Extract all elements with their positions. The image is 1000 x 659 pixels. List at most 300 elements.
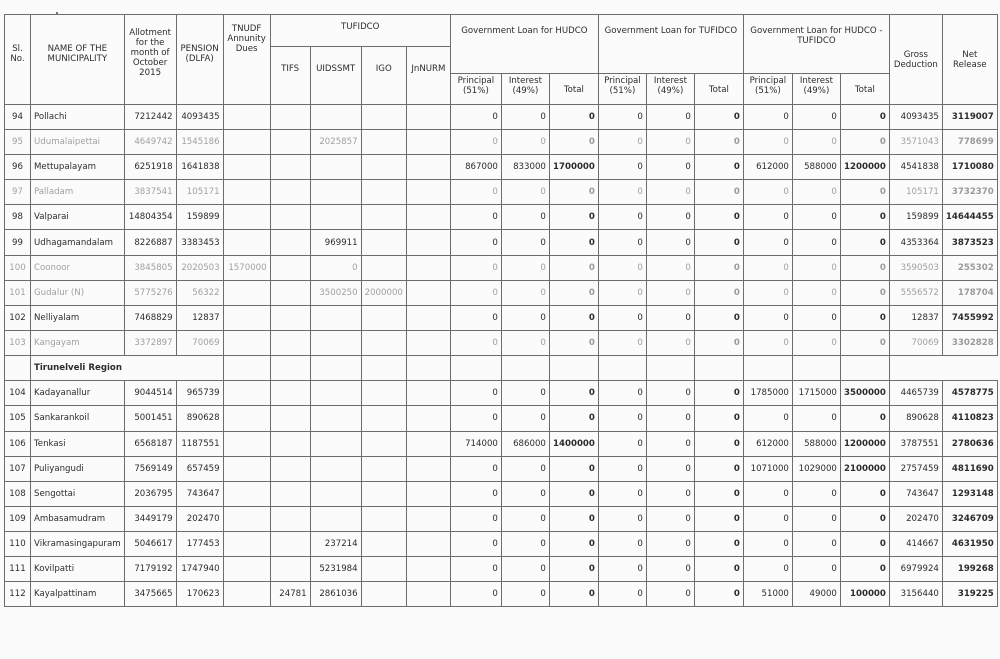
- table-row: [5, 431, 998, 456]
- tifs-cell: 24781: [270, 582, 310, 607]
- sl-no-cell: 97: [5, 180, 31, 205]
- ht-interest-cell: 49000: [792, 582, 840, 607]
- ht-total-header: Total: [840, 74, 889, 105]
- net-release-cell: 1710080: [942, 155, 997, 180]
- sl-no-cell: 102: [5, 305, 31, 330]
- tufidco-principal-cell: 0: [598, 431, 646, 456]
- jnnurm-cell: [406, 105, 450, 130]
- ht-total-cell: 1200000: [840, 431, 889, 456]
- hudco-total-cell: 0: [549, 381, 598, 406]
- allotment-cell: 4649742: [124, 130, 176, 155]
- allotment-cell: 3845805: [124, 255, 176, 280]
- municipality-name-cell: Valparai: [31, 205, 125, 230]
- table-row: [5, 305, 998, 330]
- tufidco-principal-cell: 0: [598, 280, 646, 305]
- hudco-principal-cell: 0: [450, 255, 501, 280]
- hudco-total-cell: 0: [549, 481, 598, 506]
- tufidco-interest-cell: 0: [646, 105, 694, 130]
- tufidco-total-cell: 0: [694, 280, 743, 305]
- igo-cell: [361, 255, 406, 280]
- ht-interest-cell: 0: [792, 105, 840, 130]
- ht-total-cell: 0: [840, 130, 889, 155]
- ht-principal-header: Principal (51%): [743, 74, 792, 105]
- igo-cell: [361, 582, 406, 607]
- ht-principal-cell: 0: [743, 531, 792, 556]
- ht-total-cell: 0: [840, 255, 889, 280]
- net-release-cell: 255302: [942, 255, 997, 280]
- tufidco-interest-cell: 0: [646, 582, 694, 607]
- gross-deduction-cell: 12837: [889, 305, 942, 330]
- igo-cell: [361, 130, 406, 155]
- pension-cell: 743647: [176, 481, 223, 506]
- hudco-total-header: Total: [549, 74, 598, 105]
- municipality-name-cell: Tenkasi: [31, 431, 125, 456]
- municipality-name-cell: Mettupalayam: [31, 155, 125, 180]
- hudco-interest-cell: 686000: [501, 431, 549, 456]
- tufidco-principal-cell: 0: [598, 330, 646, 355]
- ht-total-cell: 0: [840, 230, 889, 255]
- hudco-interest-cell: 0: [501, 180, 549, 205]
- igo-cell: [361, 506, 406, 531]
- jnnurm-cell: [406, 556, 450, 581]
- region-empty-cell: [223, 355, 270, 380]
- uidssmt-cell: [310, 431, 361, 456]
- jnnurm-cell: [406, 255, 450, 280]
- allotment-cell: 5001451: [124, 406, 176, 431]
- igo-cell: [361, 456, 406, 481]
- tnudf-cell: [223, 531, 270, 556]
- tufidco-total-cell: 0: [694, 180, 743, 205]
- tnudf-cell: [223, 582, 270, 607]
- uidssmt-cell: 2861036: [310, 582, 361, 607]
- net-release-cell: 3302828: [942, 330, 997, 355]
- ht-interest-cell: 0: [792, 255, 840, 280]
- region-empty-cell: [361, 355, 406, 380]
- uidssmt-cell: 0: [310, 255, 361, 280]
- municipality-name-cell: Palladam: [31, 180, 125, 205]
- net-release-cell: 178704: [942, 280, 997, 305]
- tifs-cell: [270, 406, 310, 431]
- ht-interest-cell: 0: [792, 180, 840, 205]
- uidssmt-cell: [310, 481, 361, 506]
- tufidco-header: TUFIDCO: [270, 15, 450, 47]
- hudco-total-cell: 0: [549, 180, 598, 205]
- uidssmt-cell: [310, 330, 361, 355]
- net-release-cell: 14644455: [942, 205, 997, 230]
- uidssmt-cell: [310, 205, 361, 230]
- hudco-principal-cell: 0: [450, 330, 501, 355]
- ht-interest-cell: 0: [792, 330, 840, 355]
- tufidco-total-cell: 0: [694, 305, 743, 330]
- allotment-cell: 7468829: [124, 305, 176, 330]
- gross-deduction-cell: 414667: [889, 531, 942, 556]
- ht-total-cell: 0: [840, 105, 889, 130]
- hudco-total-cell: 0: [549, 280, 598, 305]
- table-row: [5, 582, 998, 607]
- allotment-cell: 7212442: [124, 105, 176, 130]
- hudco-interest-cell: 0: [501, 105, 549, 130]
- uidssmt-header: UIDSSMT: [310, 47, 361, 105]
- tufidco-interest-cell: 0: [646, 556, 694, 581]
- hudco-principal-cell: 0: [450, 305, 501, 330]
- jnnurm-cell: [406, 506, 450, 531]
- ht-total-cell: 2100000: [840, 456, 889, 481]
- allotment-cell: 3475665: [124, 582, 176, 607]
- pension-cell: 1545186: [176, 130, 223, 155]
- allotment-cell: 6568187: [124, 431, 176, 456]
- uidssmt-cell: 969911: [310, 230, 361, 255]
- gross-deduction-cell: 3156440: [889, 582, 942, 607]
- municipality-name-cell: Sengottai: [31, 481, 125, 506]
- tifs-cell: [270, 305, 310, 330]
- igo-cell: [361, 381, 406, 406]
- table-row: [5, 155, 998, 180]
- ht-principal-cell: 0: [743, 280, 792, 305]
- tufidco-principal-header: Principal (51%): [598, 74, 646, 105]
- allotment-cell: 9044514: [124, 381, 176, 406]
- tnudf-cell: [223, 105, 270, 130]
- allotment-table: [4, 14, 998, 607]
- tifs-cell: [270, 155, 310, 180]
- net-release-cell: 7455992: [942, 305, 997, 330]
- region-empty-cell: [406, 355, 450, 380]
- tifs-cell: [270, 481, 310, 506]
- tufidco-total-cell: 0: [694, 381, 743, 406]
- tnudf-cell: [223, 431, 270, 456]
- ht-principal-cell: 0: [743, 506, 792, 531]
- ht-interest-cell: 588000: [792, 155, 840, 180]
- tufidco-total-cell: 0: [694, 456, 743, 481]
- gross-deduction-cell: 105171: [889, 180, 942, 205]
- municipality-name-cell: Kayalpattinam: [31, 582, 125, 607]
- municipality-header: NAME OF THE MUNICIPALITY: [31, 15, 125, 105]
- ht-total-cell: 0: [840, 280, 889, 305]
- gross-deduction-cell: 4465739: [889, 381, 942, 406]
- table-row: [5, 105, 998, 130]
- hudco-principal-cell: 0: [450, 205, 501, 230]
- gross-deduction-header: Gross Deduction: [889, 15, 942, 105]
- tufidco-interest-cell: 0: [646, 431, 694, 456]
- pension-cell: 159899: [176, 205, 223, 230]
- hudco-principal-cell: 0: [450, 381, 501, 406]
- igo-header: IGO: [361, 47, 406, 105]
- hudco-interest-cell: 0: [501, 255, 549, 280]
- tufidco-total-cell: 0: [694, 255, 743, 280]
- region-row: [5, 355, 998, 380]
- jnnurm-cell: [406, 406, 450, 431]
- pension-cell: 1187551: [176, 431, 223, 456]
- gross-deduction-cell: 159899: [889, 205, 942, 230]
- tnudf-header: TNUDF Annunity Dues: [223, 15, 270, 105]
- allotment-cell: 7179192: [124, 556, 176, 581]
- net-release-header: Net Release: [942, 15, 997, 105]
- hudco-interest-cell: 0: [501, 130, 549, 155]
- tifs-cell: [270, 105, 310, 130]
- gross-deduction-cell: 5556572: [889, 280, 942, 305]
- hudco-principal-cell: 0: [450, 556, 501, 581]
- uidssmt-cell: [310, 180, 361, 205]
- region-empty-cell: [694, 355, 743, 380]
- uidssmt-cell: 2025857: [310, 130, 361, 155]
- tufidco-total-cell: 0: [694, 230, 743, 255]
- hudco-total-cell: 0: [549, 105, 598, 130]
- tufidco-total-cell: 0: [694, 130, 743, 155]
- allotment-cell: 2036795: [124, 481, 176, 506]
- igo-cell: [361, 556, 406, 581]
- municipality-name-cell: Nelliyalam: [31, 305, 125, 330]
- ht-principal-cell: 612000: [743, 155, 792, 180]
- table-row: [5, 531, 998, 556]
- allotment-cell: 5046617: [124, 531, 176, 556]
- tufidco-interest-cell: 0: [646, 230, 694, 255]
- tufidco-total-cell: 0: [694, 406, 743, 431]
- sl-no-cell: 98: [5, 205, 31, 230]
- tufidco-principal-cell: 0: [598, 205, 646, 230]
- pension-cell: 56322: [176, 280, 223, 305]
- ht-interest-cell: 1029000: [792, 456, 840, 481]
- tnudf-cell: [223, 381, 270, 406]
- uidssmt-cell: [310, 305, 361, 330]
- municipality-name-cell: Ambasamudram: [31, 506, 125, 531]
- ht-principal-cell: 0: [743, 305, 792, 330]
- ht-total-cell: 0: [840, 330, 889, 355]
- table-row: [5, 456, 998, 481]
- tufidco-principal-cell: 0: [598, 230, 646, 255]
- tifs-cell: [270, 205, 310, 230]
- gross-deduction-cell: 3571043: [889, 130, 942, 155]
- ht-total-cell: 0: [840, 305, 889, 330]
- region-empty-cell: [310, 355, 361, 380]
- tnudf-cell: [223, 230, 270, 255]
- ht-principal-cell: 0: [743, 130, 792, 155]
- table-row: [5, 506, 998, 531]
- sl-no-cell: 111: [5, 556, 31, 581]
- uidssmt-cell: 3500250: [310, 280, 361, 305]
- loan-hudco-tufidco-header: Government Loan for HUDCO - TUFIDCO: [743, 15, 889, 74]
- tufidco-principal-cell: 0: [598, 305, 646, 330]
- municipality-name-cell: Puliyangudi: [31, 456, 125, 481]
- ht-interest-cell: 0: [792, 556, 840, 581]
- tifs-cell: [270, 280, 310, 305]
- hudco-principal-cell: 867000: [450, 155, 501, 180]
- hudco-interest-cell: 0: [501, 556, 549, 581]
- sl-no-cell: 112: [5, 582, 31, 607]
- jnnurm-cell: [406, 305, 450, 330]
- hudco-principal-cell: 0: [450, 531, 501, 556]
- tufidco-principal-cell: 0: [598, 381, 646, 406]
- ht-total-cell: 0: [840, 205, 889, 230]
- sl-no-cell: 95: [5, 130, 31, 155]
- pension-cell: 4093435: [176, 105, 223, 130]
- table-row: [5, 230, 998, 255]
- tnudf-cell: [223, 481, 270, 506]
- uidssmt-cell: [310, 105, 361, 130]
- tufidco-principal-cell: 0: [598, 556, 646, 581]
- region-empty-cell: [840, 355, 889, 380]
- gross-deduction-cell: 3590503: [889, 255, 942, 280]
- tufidco-principal-cell: 0: [598, 531, 646, 556]
- hudco-principal-cell: 0: [450, 230, 501, 255]
- gross-deduction-cell: 6979924: [889, 556, 942, 581]
- gross-deduction-cell: 4353364: [889, 230, 942, 255]
- ht-interest-cell: 0: [792, 305, 840, 330]
- sl-no-cell: 100: [5, 255, 31, 280]
- ht-interest-header: Interest (49%): [792, 74, 840, 105]
- municipality-name-cell: Kovilpatti: [31, 556, 125, 581]
- hudco-total-cell: 0: [549, 255, 598, 280]
- igo-cell: [361, 481, 406, 506]
- municipality-name-cell: Kangayam: [31, 330, 125, 355]
- hudco-total-cell: 0: [549, 330, 598, 355]
- tifs-cell: [270, 330, 310, 355]
- region-empty-cell: [743, 355, 792, 380]
- sl-no-cell: 94: [5, 105, 31, 130]
- tufidco-interest-cell: 0: [646, 255, 694, 280]
- sl-no-cell: 109: [5, 506, 31, 531]
- jnnurm-cell: [406, 456, 450, 481]
- tifs-cell: [270, 381, 310, 406]
- uidssmt-cell: [310, 381, 361, 406]
- tufidco-interest-cell: 0: [646, 305, 694, 330]
- hudco-principal-header: Principal (51%): [450, 74, 501, 105]
- tnudf-cell: [223, 280, 270, 305]
- ht-total-cell: 0: [840, 506, 889, 531]
- tnudf-cell: [223, 406, 270, 431]
- ht-principal-cell: 0: [743, 556, 792, 581]
- jnnurm-header: JnNURM: [406, 47, 450, 105]
- tufidco-total-cell: 0: [694, 431, 743, 456]
- hudco-principal-cell: 0: [450, 481, 501, 506]
- tnudf-cell: [223, 155, 270, 180]
- ht-principal-cell: 0: [743, 180, 792, 205]
- net-release-cell: 4578775: [942, 381, 997, 406]
- hudco-interest-cell: 0: [501, 330, 549, 355]
- hudco-interest-cell: 0: [501, 582, 549, 607]
- tifs-cell: [270, 506, 310, 531]
- net-release-cell: 3873523: [942, 230, 997, 255]
- hudco-total-cell: 0: [549, 230, 598, 255]
- ht-principal-cell: 0: [743, 255, 792, 280]
- allotment-cell: 8226887: [124, 230, 176, 255]
- hudco-total-cell: 0: [549, 406, 598, 431]
- net-release-cell: 199268: [942, 556, 997, 581]
- igo-cell: [361, 205, 406, 230]
- tufidco-principal-cell: 0: [598, 180, 646, 205]
- tifs-cell: [270, 230, 310, 255]
- tnudf-cell: 1570000: [223, 255, 270, 280]
- ht-interest-cell: 0: [792, 205, 840, 230]
- tufidco-total-cell: 0: [694, 481, 743, 506]
- igo-cell: [361, 230, 406, 255]
- pension-cell: 1641838: [176, 155, 223, 180]
- tufidco-principal-cell: 0: [598, 506, 646, 531]
- table-row: [5, 255, 998, 280]
- tufidco-interest-cell: 0: [646, 280, 694, 305]
- sl-no-cell: 99: [5, 230, 31, 255]
- net-release-cell: 4631950: [942, 531, 997, 556]
- tnudf-cell: [223, 556, 270, 581]
- tufidco-interest-cell: 0: [646, 130, 694, 155]
- sl-no-cell: 110: [5, 531, 31, 556]
- jnnurm-cell: [406, 130, 450, 155]
- pension-cell: 2020503: [176, 255, 223, 280]
- hudco-principal-cell: 0: [450, 406, 501, 431]
- pension-cell: 105171: [176, 180, 223, 205]
- tufidco-principal-cell: 0: [598, 406, 646, 431]
- tufidco-interest-cell: 0: [646, 180, 694, 205]
- table-row: [5, 205, 998, 230]
- ht-principal-cell: 1785000: [743, 381, 792, 406]
- region-empty-cell: [450, 355, 501, 380]
- tufidco-interest-cell: 0: [646, 406, 694, 431]
- net-release-cell: 3246709: [942, 506, 997, 531]
- tnudf-cell: [223, 506, 270, 531]
- sl-no-cell: 105: [5, 406, 31, 431]
- tifs-cell: [270, 255, 310, 280]
- hudco-principal-cell: 0: [450, 105, 501, 130]
- net-release-cell: 4811690: [942, 456, 997, 481]
- hudco-interest-cell: 0: [501, 531, 549, 556]
- region-empty-cell: [270, 355, 310, 380]
- hudco-total-cell: 1400000: [549, 431, 598, 456]
- igo-cell: [361, 330, 406, 355]
- tnudf-cell: [223, 180, 270, 205]
- tnudf-cell: [223, 330, 270, 355]
- tifs-cell: [270, 431, 310, 456]
- hudco-principal-cell: 0: [450, 130, 501, 155]
- sl-no-cell: 101: [5, 280, 31, 305]
- sl-no-header: Sl. No.: [5, 15, 31, 105]
- sl-no-cell: 103: [5, 330, 31, 355]
- tufidco-principal-cell: 0: [598, 255, 646, 280]
- tifs-cell: [270, 531, 310, 556]
- ht-principal-cell: 0: [743, 230, 792, 255]
- hudco-interest-cell: 0: [501, 506, 549, 531]
- tufidco-interest-cell: 0: [646, 506, 694, 531]
- gross-deduction-cell: 2757459: [889, 456, 942, 481]
- table-row: [5, 130, 998, 155]
- hudco-interest-cell: 0: [501, 381, 549, 406]
- net-release-cell: 2780636: [942, 431, 997, 456]
- ht-principal-cell: 0: [743, 330, 792, 355]
- tufidco-total-header: Total: [694, 74, 743, 105]
- ht-interest-cell: 0: [792, 406, 840, 431]
- hudco-total-cell: 0: [549, 205, 598, 230]
- tufidco-total-cell: 0: [694, 531, 743, 556]
- uidssmt-cell: [310, 506, 361, 531]
- tufidco-total-cell: 0: [694, 205, 743, 230]
- tnudf-cell: [223, 205, 270, 230]
- ht-total-cell: 0: [840, 481, 889, 506]
- ht-principal-cell: 0: [743, 481, 792, 506]
- uidssmt-cell: [310, 456, 361, 481]
- region-sl-cell: [5, 355, 31, 380]
- table-row: [5, 381, 998, 406]
- hudco-interest-cell: 833000: [501, 155, 549, 180]
- tufidco-interest-cell: 0: [646, 381, 694, 406]
- ht-interest-cell: 0: [792, 481, 840, 506]
- pension-cell: 3383453: [176, 230, 223, 255]
- uidssmt-cell: 237214: [310, 531, 361, 556]
- tufidco-principal-cell: 0: [598, 582, 646, 607]
- tifs-cell: [270, 130, 310, 155]
- tufidco-principal-cell: 0: [598, 481, 646, 506]
- pension-cell: 965739: [176, 381, 223, 406]
- jnnurm-cell: [406, 330, 450, 355]
- tufidco-total-cell: 0: [694, 155, 743, 180]
- ht-interest-cell: 588000: [792, 431, 840, 456]
- tufidco-total-cell: 0: [694, 556, 743, 581]
